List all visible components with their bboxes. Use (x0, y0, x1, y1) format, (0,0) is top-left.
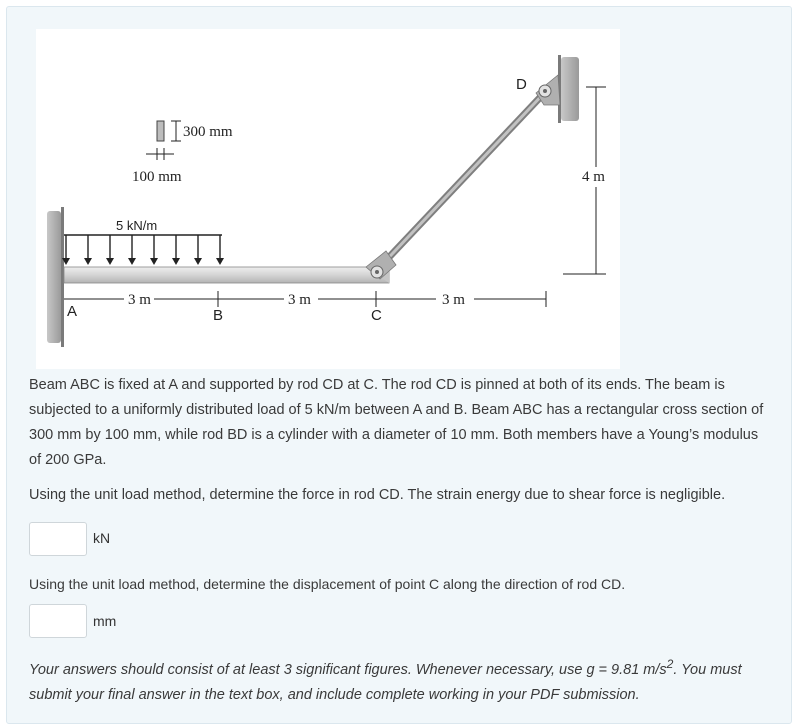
cross-section (146, 121, 181, 160)
answer-input-displacement[interactable] (29, 604, 87, 638)
answer-input-force[interactable] (29, 522, 87, 556)
height-label: 4 m (582, 169, 605, 185)
note-superscript: 2 (666, 657, 674, 671)
note-before: Your answers should consist of at least 3 significant figures. Whenever necessary, use g = 9.81 m/s (29, 661, 667, 678)
beam-abc (64, 267, 389, 283)
load-label: 5 kN/m (116, 218, 158, 233)
span2-label: 3 m (288, 292, 311, 308)
cross-section-height-label: 300 mm (183, 124, 233, 140)
wall-d (558, 55, 579, 123)
rod-cd (376, 89, 548, 271)
question-panel (6, 6, 792, 724)
note-after: . You must submit your final answer in the text box, and include complete working in your PDF submission. (29, 661, 742, 703)
label-b: B (213, 307, 224, 324)
load-arrowheads (62, 258, 224, 265)
unit-label-force: kN (93, 530, 111, 546)
question-2: Using the unit load method, determine the displacement of point C along the direction of rod CD. (29, 576, 626, 592)
beam-figure (36, 29, 620, 369)
problem-statement: Beam ABC is fixed at A and supported by rod CD at C. The rod CD is pinned at both of its ends. The beam is subjected to a uniformly distributed load of 5 kN/m between A and B. Beam ABC has a rectangular cross section of 300 mm by 100 mm, while rod BD is a cylinder with a diameter of 10 mm. Both members have a Young’s modulus of 200 GPa. (29, 377, 764, 468)
label-a: A (67, 303, 78, 320)
label-c: C (371, 307, 382, 324)
wall-a (47, 207, 64, 347)
label-d: D (516, 76, 527, 93)
cross-section-width-label: 100 mm (132, 169, 182, 185)
question-1: Using the unit load method, determine the force in rod CD. The strain energy due to shear force is negligible. (29, 487, 726, 503)
unit-label-displacement: mm (93, 613, 117, 629)
instructions-note (29, 652, 769, 708)
span3-label: 3 m (442, 292, 465, 308)
span1-label: 3 m (128, 292, 151, 308)
